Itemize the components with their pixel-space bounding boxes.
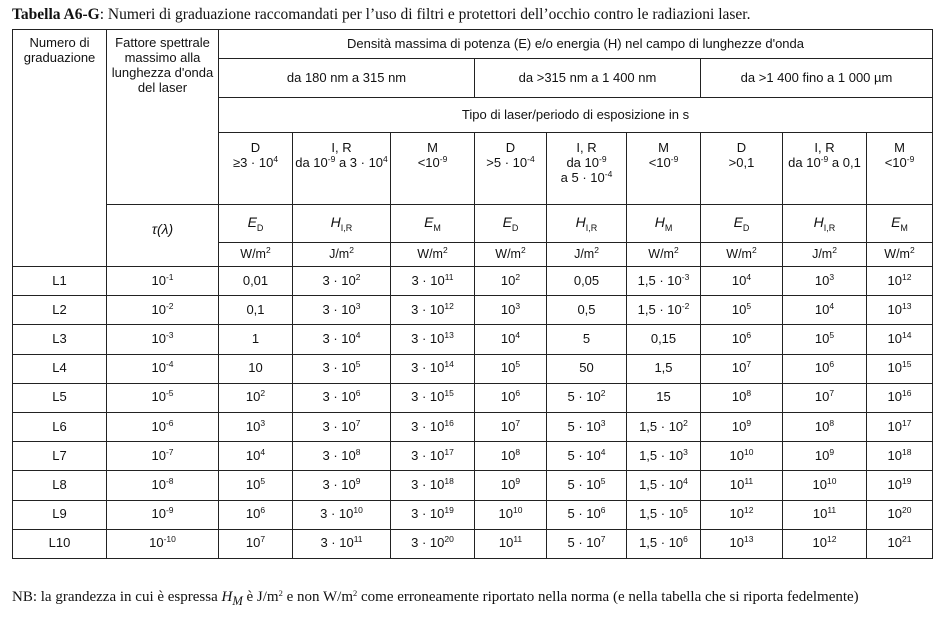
unit-cell: $W/m^2$ [701,243,783,267]
table-cell: $1,5 \cdot 10^2$ [627,412,701,441]
table-row [13,354,933,383]
table-cell: $1,5 \cdot 10^{-2}$ [627,296,701,325]
table-cell: $10^{18}$ [867,442,933,471]
table-cell: $10^2$ [475,267,547,296]
table-cell: $10^5$ [701,296,783,325]
laser-type-cell: I, R da $10^{-9}$ a 0,1 [783,133,867,205]
table-cell: $5 \cdot 10^2$ [547,383,627,412]
table-cell: $3 \cdot 10^{20}$ [391,529,475,558]
row-label: L10 [13,529,107,558]
laser-type-cell: I, R da $10^{-9}$ a $3 \cdot 10^4$ [293,133,391,205]
table-row [13,529,933,558]
range-cell: da >1 400 fino a 1 000 µm [701,59,933,98]
table-cell: $1,5 \cdot 10^3$ [627,442,701,471]
range-cell: da 180 nm a 315 nm [219,59,475,98]
table-cell: 1 [219,325,293,354]
table-row [13,500,933,529]
table-cell: $1,5 \cdot 10^4$ [627,471,701,500]
table-cell: $10^8$ [475,442,547,471]
table-cell: $10^{12}$ [701,500,783,529]
table-cell: $10^5$ [219,471,293,500]
table-cell: $3 \cdot 10^{19}$ [391,500,475,529]
table-cell: $3 \cdot 10^{13}$ [391,325,475,354]
table-cell: $10^4$ [475,325,547,354]
table-cell: $10^{11}$ [701,471,783,500]
unit-cell: $W/m^2$ [867,243,933,267]
table-cell: $3 \cdot 10^{12}$ [391,296,475,325]
header-factor: Fattore spettrale massimo alla lunghezza d'onda del laser [107,30,219,205]
table-cell: 1,5 [627,354,701,383]
row-label: L8 [13,471,107,500]
quantity-symbol: $E_M$ [867,205,933,243]
table-cell: $3 \cdot 10^3$ [293,296,391,325]
unit-cell: $W/m^2$ [627,243,701,267]
table-cell: $10^{16}$ [867,383,933,412]
unit-cell: $J/m^2$ [547,243,627,267]
table-cell: 10 [219,354,293,383]
table-cell: $3 \cdot 10^{10}$ [293,500,391,529]
table-cell: $10^5$ [475,354,547,383]
table-caption [12,6,750,24]
quantity-symbol: $H_{I,R}$ [293,205,391,243]
table-cell: $10^{19}$ [867,471,933,500]
table-cell: 0,5 [547,296,627,325]
table-cell: $10^8$ [783,412,867,441]
table-cell: $5 \cdot 10^5$ [547,471,627,500]
row-label: L2 [13,296,107,325]
unit-cell: $W/m^2$ [391,243,475,267]
table-cell: $3 \cdot 10^6$ [293,383,391,412]
table-cell: $10^9$ [783,442,867,471]
range-cell: da >315 nm a 1 400 nm [475,59,701,98]
table-cell: $5 \cdot 10^7$ [547,529,627,558]
note-part2: è J/m [242,589,279,605]
table-cell: $3 \cdot 10^{11}$ [391,267,475,296]
table-cell: $10^{14}$ [867,325,933,354]
table-cell: 50 [547,354,627,383]
table-cell: $10^{10}$ [475,500,547,529]
table-cell: $10^{10}$ [701,442,783,471]
table-cell: $10^4$ [783,296,867,325]
table-cell: $10^7$ [475,412,547,441]
table-cell: $10^{12}$ [867,267,933,296]
table-cell: $10^6$ [701,325,783,354]
laser-type-cell: D $>5 \cdot 10^{-4}$ [475,133,547,205]
table-row [13,296,933,325]
table-cell: $10^9$ [475,471,547,500]
table-cell: $10^3$ [783,267,867,296]
table-cell: $10^4$ [701,267,783,296]
table-cell: $10^{10}$ [783,471,867,500]
laser-type-cell: D $\ge 3 \cdot 10^4$ [219,133,293,205]
table-cell: $10^{11}$ [783,500,867,529]
table-cell: $10^{-6}$ [107,412,219,441]
row-label: L3 [13,325,107,354]
table-cell: $10^6$ [219,500,293,529]
table-row [13,412,933,441]
table-cell: $10^{-4}$ [107,354,219,383]
note-part3: e non W/m [282,589,353,605]
table-cell: $3 \cdot 10^{16}$ [391,412,475,441]
table-cell: $10^{-9}$ [107,500,219,529]
laser-type-cell: M $<10^{-9}$ [391,133,475,205]
quantity-symbol: $H_M$ [627,205,701,243]
note-hm: $H_M$ [221,589,243,608]
table-cell: $3 \cdot 10^7$ [293,412,391,441]
table-row [13,442,933,471]
table-cell: $5 \cdot 10^4$ [547,442,627,471]
quantity-symbol: $E_D$ [701,205,783,243]
tau-symbol: τ(λ) [107,205,219,267]
table-cell: $3 \cdot 10^{11}$ [293,529,391,558]
table-row [13,471,933,500]
table-cell: $10^{-8}$ [107,471,219,500]
table-cell: $10^6$ [475,383,547,412]
table-cell: $3 \cdot 10^5$ [293,354,391,383]
table-cell: $3 \cdot 10^8$ [293,442,391,471]
table-cell: $10^9$ [701,412,783,441]
unit-cell: $W/m^2$ [475,243,547,267]
quantity-symbol: $E_D$ [475,205,547,243]
table-cell: $10^{-7}$ [107,442,219,471]
quantity-symbol: $H_{I,R}$ [783,205,867,243]
quantity-symbol: $E_D$ [219,205,293,243]
table-cell: $10^{13}$ [701,529,783,558]
table-cell: $1,5 \cdot 10^{-3}$ [627,267,701,296]
caption-text: : Numeri di graduazione raccomandati per l’uso di filtri e protettori dell’occhio contro le radiazioni laser. [99,6,751,23]
table-cell: $3 \cdot 10^{14}$ [391,354,475,383]
unit-cell: $J/m^2$ [783,243,867,267]
table-cell: $10^{11}$ [475,529,547,558]
header-density [219,30,933,59]
table-cell: $10^7$ [701,354,783,383]
table-cell: $1,5 \cdot 10^6$ [627,529,701,558]
table-cell: $10^8$ [701,383,783,412]
table-row [13,325,933,354]
table-cell: $10^{13}$ [867,296,933,325]
row-label: L9 [13,500,107,529]
header-number: Numero di graduazione [13,30,107,267]
quantity-symbol: $E_M$ [391,205,475,243]
table-cell: $10^7$ [219,529,293,558]
table-cell: $10^{-1}$ [107,267,219,296]
table-cell: $10^7$ [783,383,867,412]
table-cell: $3 \cdot 10^{17}$ [391,442,475,471]
table-cell: $10^5$ [783,325,867,354]
table-cell: 0,15 [627,325,701,354]
table-cell: $10^{-5}$ [107,383,219,412]
laser-type-cell: M $<10^{-9}$ [867,133,933,205]
table-cell: $10^{-3}$ [107,325,219,354]
table-cell: $10^{21}$ [867,529,933,558]
row-label: L4 [13,354,107,383]
table-cell: $10^4$ [219,442,293,471]
unit-cell: $J/m^2$ [293,243,391,267]
table-cell: $10^{-10}$ [107,529,219,558]
table-cell: $1,5 \cdot 10^5$ [627,500,701,529]
laser-type-cell: I, R da $10^{-9}$ a $5 \cdot 10^{-4}$ [547,133,627,205]
table-cell: $5 \cdot 10^6$ [547,500,627,529]
graduation-table [12,29,933,559]
table-cell: $10^3$ [219,412,293,441]
note-part1: NB: la grandezza in cui è espressa [12,589,222,605]
row-label: L1 [13,267,107,296]
table-cell: $3 \cdot 10^2$ [293,267,391,296]
row-label: L7 [13,442,107,471]
quantity-symbol: $H_{I,R}$ [547,205,627,243]
row-label: L5 [13,383,107,412]
table-cell: $10^{12}$ [783,529,867,558]
unit-cell: $W/m^2$ [219,243,293,267]
laser-type-cell: M $<10^{-9}$ [627,133,701,205]
table-cell: $10^2$ [219,383,293,412]
table-cell: $3 \cdot 10^{15}$ [391,383,475,412]
table-cell: $10^3$ [475,296,547,325]
table-cell: $10^{15}$ [867,354,933,383]
table-row [13,267,933,296]
caption-label: Tabella A6-G [12,6,100,23]
table-cell: $10^{-2}$ [107,296,219,325]
table-cell: $5 \cdot 10^3$ [547,412,627,441]
table-cell: 0,01 [219,267,293,296]
table-cell: 15 [627,383,701,412]
header-laser-type: Tipo di laser/periodo di esposizione in s [219,98,933,133]
laser-type-cell: D >0,1 [701,133,783,205]
table-cell: $10^{20}$ [867,500,933,529]
table-cell: $3 \cdot 10^4$ [293,325,391,354]
footnote: NB: la grandezza in cui è espressa $H_M$ è $J/m^2$ e non $W/m^2$ come erroneamente riportato nella norma (e nella tabella che si riporta fedelmente) [12,588,859,608]
table-cell: $10^{17}$ [867,412,933,441]
table-cell: 0,1 [219,296,293,325]
table-cell: $3 \cdot 10^{18}$ [391,471,475,500]
table-cell: 0,05 [547,267,627,296]
table-cell: $3 \cdot 10^9$ [293,471,391,500]
note-part4: come erroneamente riportato nella norma (e nella tabella che si riporta fedelmente) [357,589,859,605]
row-label: L6 [13,412,107,441]
table-cell: $10^6$ [783,354,867,383]
table-row [13,383,933,412]
table-cell: 5 [547,325,627,354]
header-density-text: Densità massima di potenza (E) e/o energia (H) nel campo di lunghezze d'onda [346,35,804,51]
